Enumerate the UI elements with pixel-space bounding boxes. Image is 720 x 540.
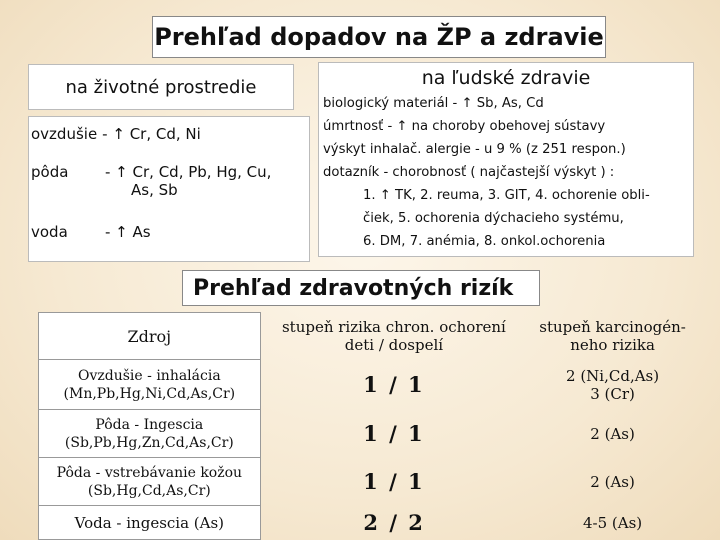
env-label: voda — [31, 223, 68, 241]
env-value: - ↑ Cr, Cd, Ni — [102, 125, 201, 143]
header-carc-line2: neho rizika — [570, 336, 655, 354]
env-value: - ↑ Cr, Cd, Pb, Hg, Cu, — [105, 163, 272, 181]
source-elements: (Mn,Pb,Hg,Ni,Cd,As,Cr) — [63, 385, 236, 402]
header-chronic-line2: deti / dospelí — [344, 336, 444, 354]
risk-table — [38, 312, 698, 540]
env-row-water — [29, 223, 151, 241]
row-carcinogenic: 2 (As) — [590, 424, 635, 443]
source-elements: (Sb,Hg,Cd,As,Cr) — [87, 482, 211, 499]
env-label: ovzdušie — [31, 125, 98, 143]
header-chronic-line1: stupeň rizika chron. ochorení — [281, 318, 506, 336]
env-value-cont: As, Sb — [131, 181, 178, 199]
row-carcinogenic: 2 (As) — [590, 472, 635, 491]
source-elements: (Sb,Pb,Hg,Zn,Cd,As,Cr) — [64, 434, 234, 451]
human-line: 1. ↑ TK, 2. reuma, 3. GIT, 4. ochorenie obli- — [363, 188, 650, 203]
human-line: úmrtnosť - ↑ na choroby obehovej sústavy — [323, 119, 606, 134]
table-row — [39, 458, 698, 506]
header-source: Zdroj — [39, 313, 261, 360]
risk-title: Prehľad zdravotných rizík — [182, 270, 540, 306]
human-line: dotazník - chorobnosť ( najčastejší výskyt ) : — [323, 165, 615, 180]
human-line: výskyt inhalač. alergie - u 9 % (z 251 respon.) — [323, 142, 626, 157]
human-box — [318, 92, 694, 257]
env-label: pôda — [31, 163, 69, 181]
row-ratio: 2 / 2 — [363, 510, 425, 535]
header-carcinogenic — [528, 313, 698, 360]
source-label: Pôda - Ingescia — [95, 416, 204, 433]
row-ratio: 1 / 1 — [363, 372, 425, 397]
row-carcinogenic — [528, 360, 698, 410]
human-line: 6. DM, 7. anémia, 8. onkol.ochorenia — [363, 234, 606, 249]
header-carc-line1: stupeň karcinogén- — [539, 318, 686, 336]
env-value-block — [105, 163, 305, 199]
human-line: čiek, 5. ochorenia dýchacieho systému, — [363, 211, 624, 226]
header-chronic — [260, 313, 527, 360]
row-ratio: 1 / 1 — [363, 469, 425, 494]
table-row — [39, 410, 698, 458]
environment-heading: na životné prostredie — [28, 64, 294, 110]
env-row-soil — [29, 163, 305, 199]
row-source — [39, 410, 261, 458]
human-heading: na ľudské zdravie — [318, 62, 694, 93]
source-label: Pôda - vstrebávanie kožou — [56, 464, 243, 481]
page-title: Prehľad dopadov na ŽP a zdravie — [152, 16, 606, 58]
row-ratio: 1 / 1 — [363, 421, 425, 446]
row-source — [39, 458, 261, 506]
table-row — [39, 360, 698, 410]
risk-table-header — [39, 313, 698, 360]
table-row — [39, 506, 698, 540]
row-carcinogenic: 4-5 (As) — [582, 513, 643, 532]
carc-line: 2 (Ni,Cd,As) — [566, 366, 660, 385]
carc-line: 3 (Cr) — [590, 384, 635, 403]
row-source: Voda - ingescia (As) — [39, 506, 261, 540]
source-label: Ovzdušie - inhalácia — [78, 367, 221, 384]
row-source — [39, 360, 261, 410]
env-value: - ↑ As — [105, 223, 151, 241]
env-row-air — [29, 125, 201, 143]
environment-box — [28, 116, 310, 262]
human-line: biologický materiál - ↑ Sb, As, Cd — [323, 96, 544, 111]
